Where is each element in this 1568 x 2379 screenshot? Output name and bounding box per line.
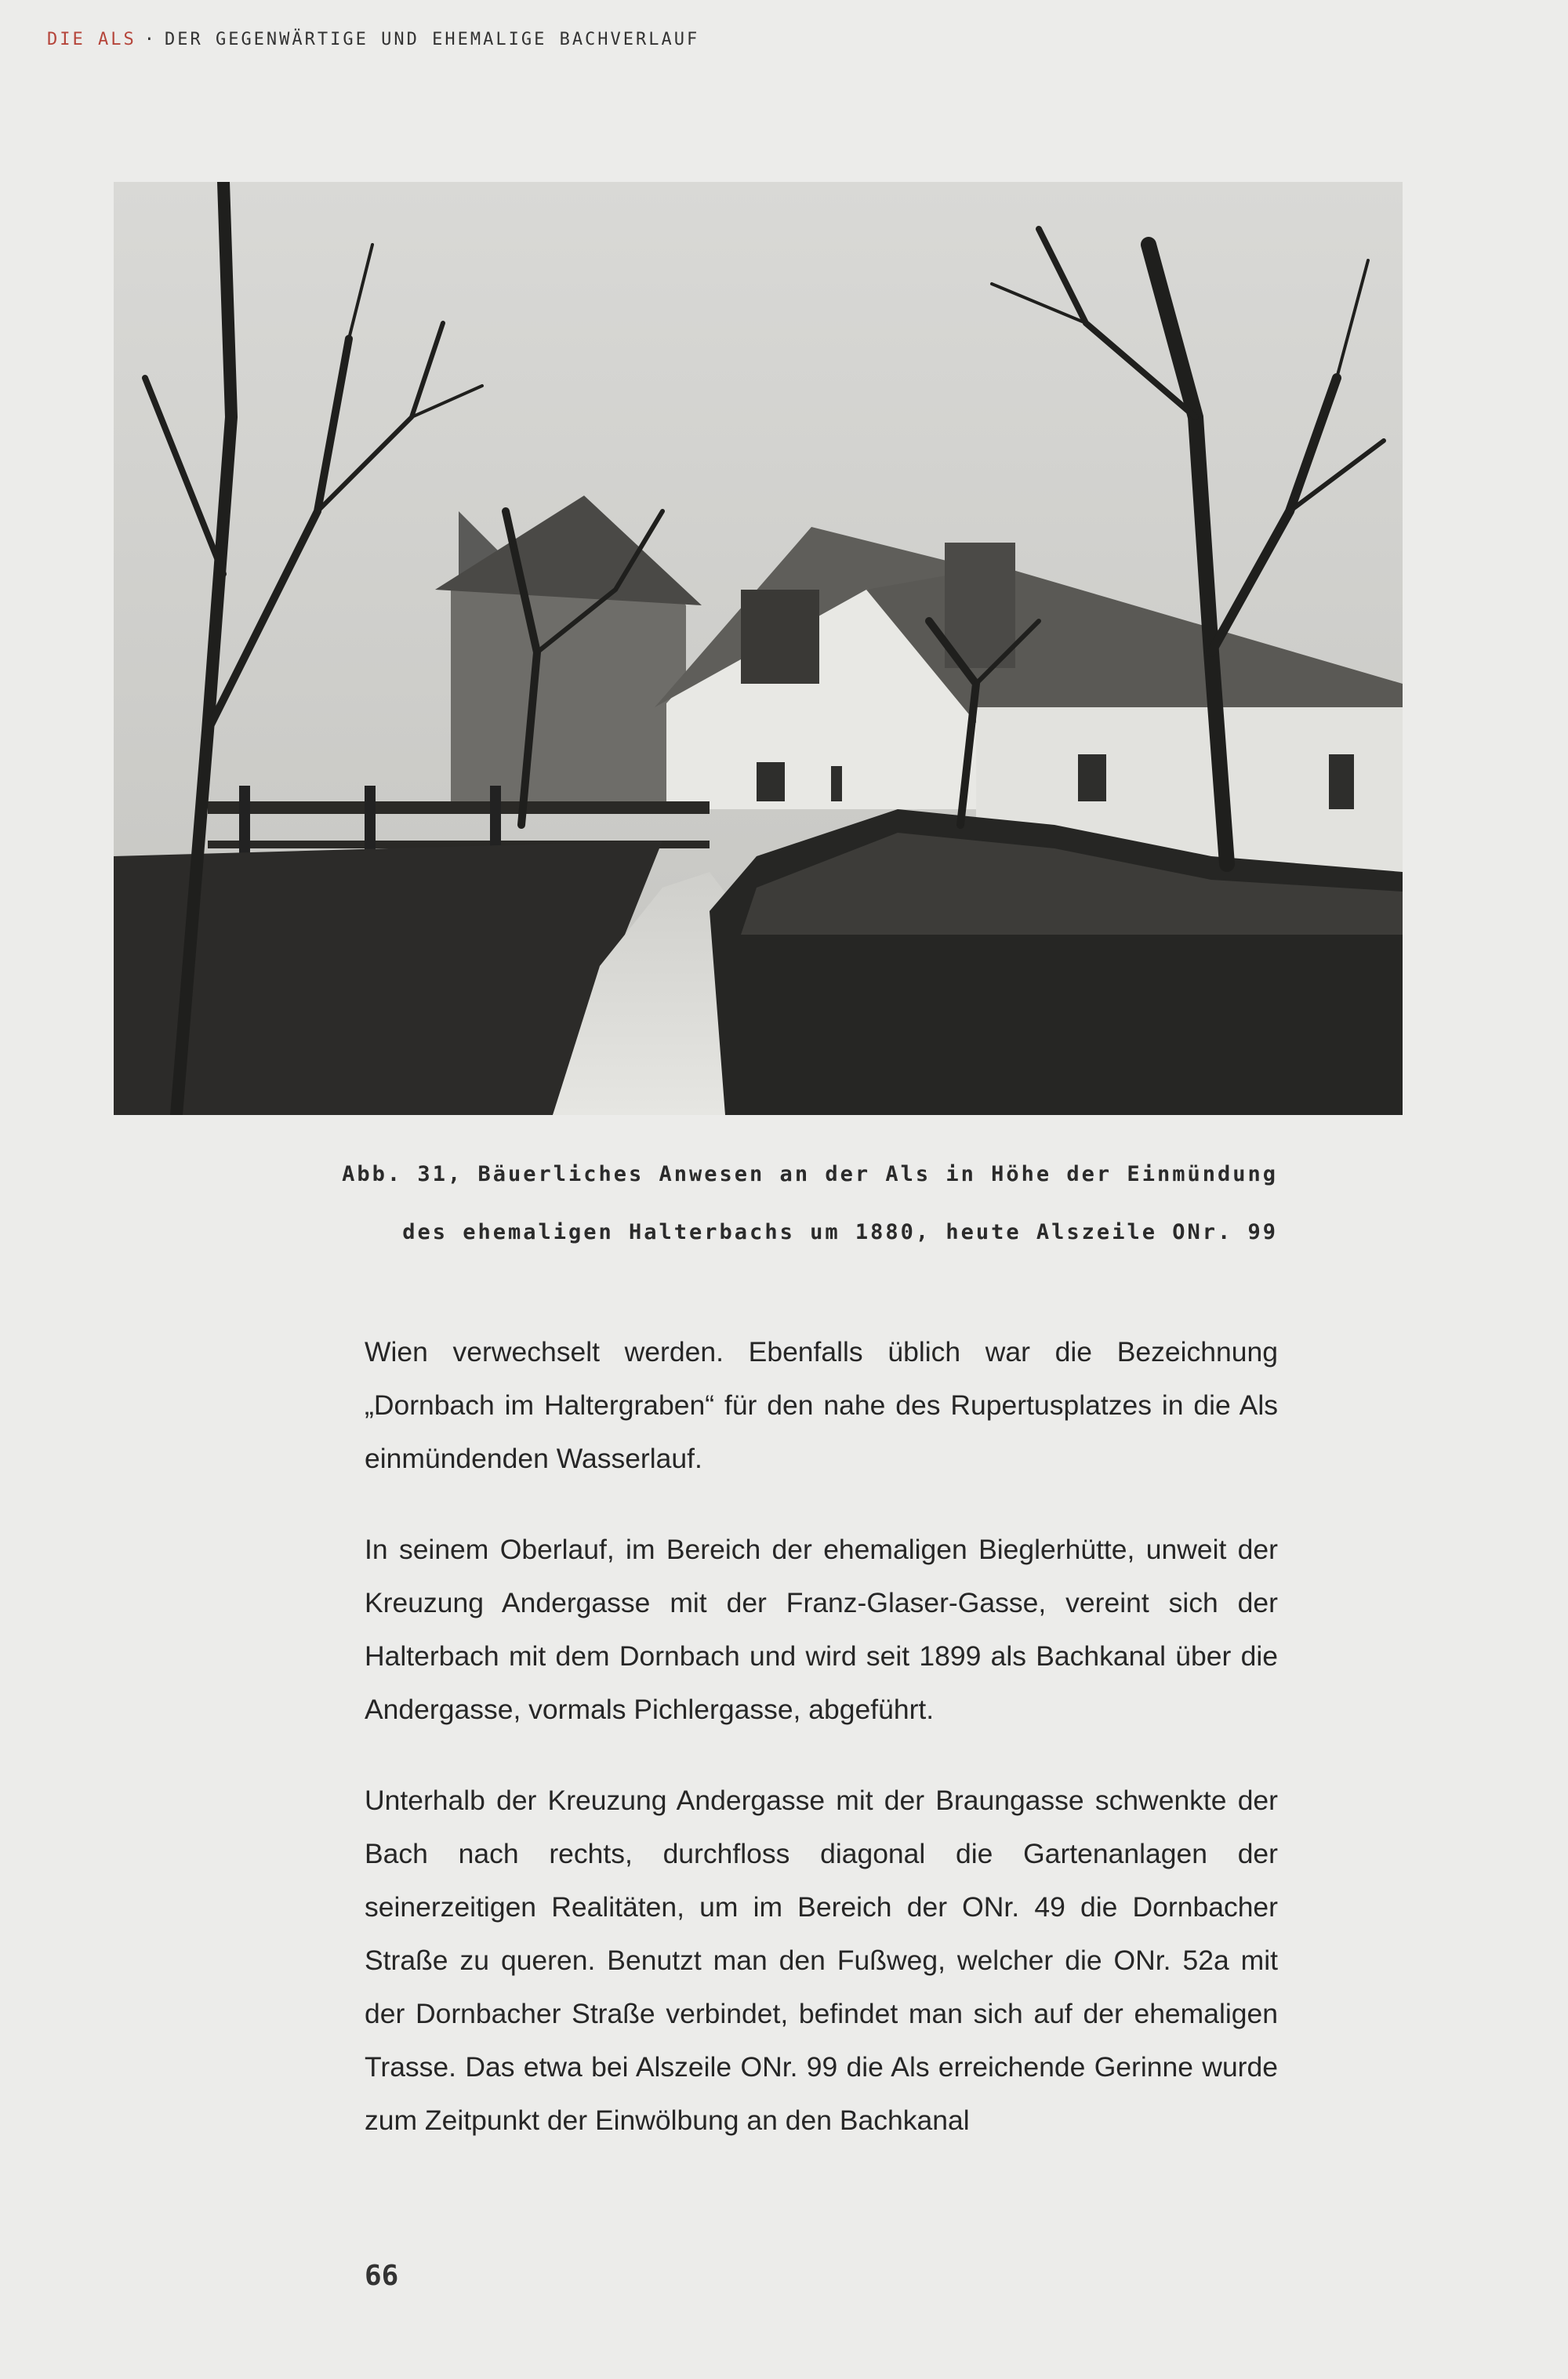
running-head-section: DIE ALS (47, 30, 136, 49)
figure-caption-line-1: Abb. 31, Bäuerliches Anwesen an der Als in Höhe der Einmündung (342, 1162, 1278, 1186)
body-text (365, 1325, 1278, 2185)
figure-caption-line-2: des ehemaligen Halterbachs um 1880, heute Alszeile ONr. 99 (402, 1220, 1278, 1244)
running-head (47, 30, 699, 49)
farmstead-photo-illustration (114, 182, 1403, 1115)
paragraph: Wien verwechselt werden. Ebenfalls üblich war die Bezeichnung „Dornbach im Haltergraben“ für den nahe des Rupertusplatzes in die Als einmündenden Wasserlauf. (365, 1336, 1278, 1474)
page-number: 66 (365, 2260, 399, 2292)
paragraph: In seinem Oberlauf, im Bereich der ehemaligen Bieglerhütte, unweit der Kreuzung Andergasse mit der Franz-Glaser-Gasse, vereint sich der Halterbach mit dem Dornbach und wird seit 1899 als Bachkanal über die Andergasse, vormals Pichlergasse, abgeführt. (365, 1534, 1278, 1725)
running-head-subtitle: DER GEGENWÄRTIGE UND EHEMALIGE BACHVERLAUF (164, 30, 700, 49)
historic-photograph (114, 182, 1403, 1115)
paragraph: Unterhalb der Kreuzung Andergasse mit der Braungasse schwenkte der Bach nach rechts, durchfloss diagonal die Gartenanlagen der seinerzeitigen Realitäten, um im Bereich der ONr. 49 die Dornbacher Straße zu queren. Benutzt man den Fußweg, welcher die ONr. 52a mit der Dornbacher Straße verbindet, befindet man sich auf der ehemaligen Trasse. Das etwa bei Alszeile ONr. 99 die Als erreichende Gerinne wurde zum Zeitpunkt der Einwölbung an den Bachkanal (365, 1785, 1278, 2136)
running-head-separator: · (143, 30, 157, 49)
